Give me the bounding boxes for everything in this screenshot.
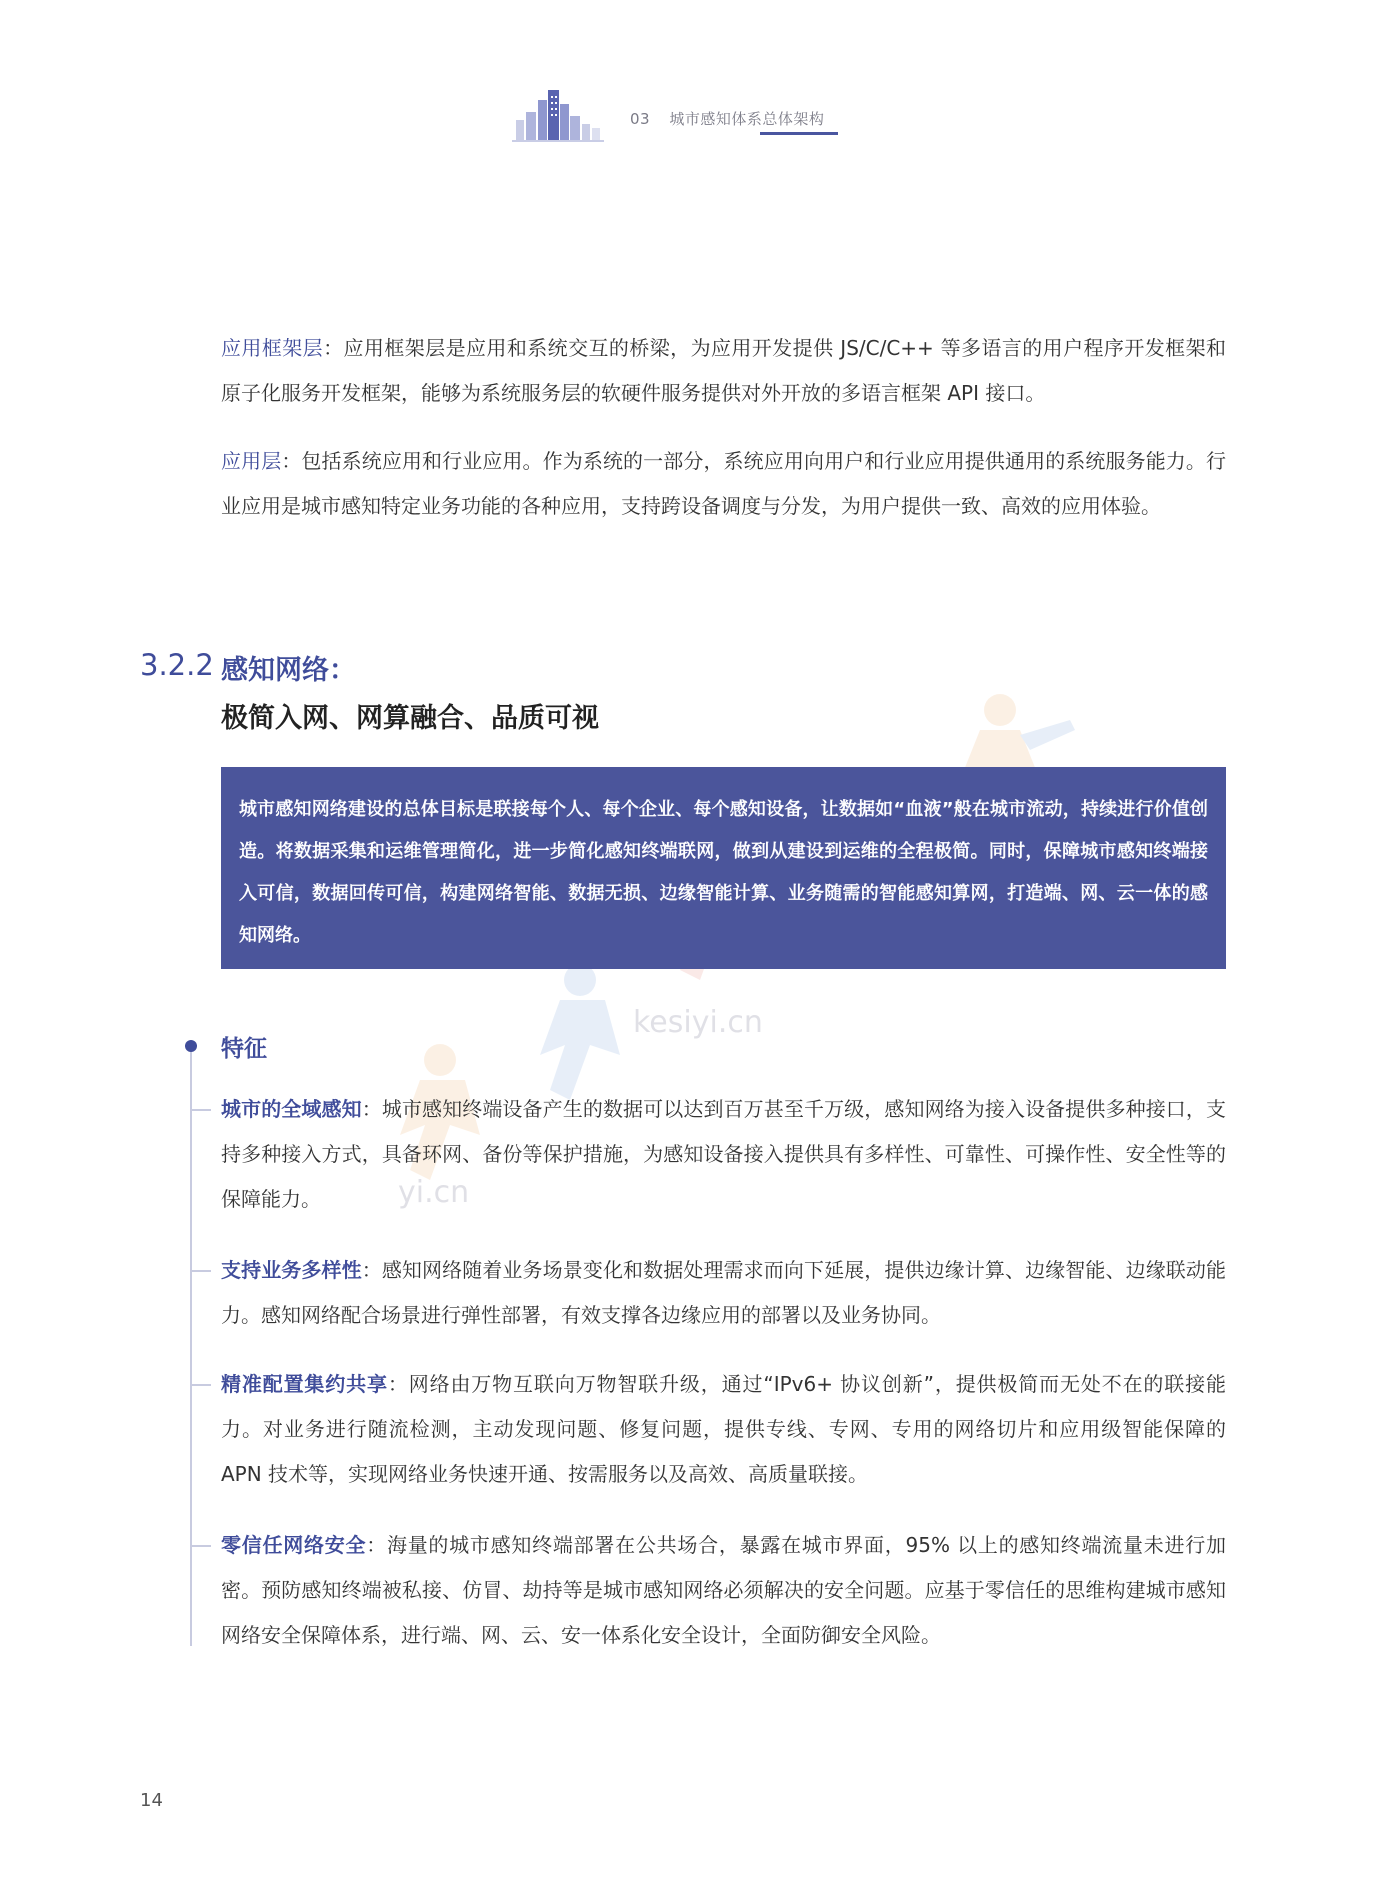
section-number: 3.2.2 <box>140 648 214 682</box>
intro-box <box>221 767 1226 969</box>
timeline-line <box>190 1046 192 1646</box>
feature-text: ：网络由万物互联向万物智联升级，通过“IPv6+ 协议创新”，提供极简而无处不在的联接能力。对业务进行随流检测，主动发现问题、修复问题，提供专线、专网、专用的网络切片和应用级智能保障的 APN 技术等，实现网络业务快速开通、按需服务以及高效、高质量联接。 <box>221 1372 1227 1486</box>
feature-label: 支持业务多样性 <box>221 1258 362 1282</box>
page-number: 14 <box>140 1790 163 1811</box>
chapter-heading <box>630 108 824 129</box>
feature-label: 零信任网络安全 <box>221 1533 367 1557</box>
section-title: 感知网络： <box>221 655 356 686</box>
feature-text: ：感知网络随着业务场景变化和数据处理需求而向下延展，提供边缘计算、边缘智能、边缘联动能力。感知网络配合场景进行弹性部署，有效支撑各边缘应用的部署以及业务协同。 <box>221 1258 1227 1327</box>
watermark-text: yi.cn <box>398 1175 470 1210</box>
feature-text: ：海量的城市感知终端部署在公共场合，暴露在城市界面，95% 以上的感知终端流量未进行加密。预防感知终端被私接、仿冒、劫持等是城市感知网络必须解决的安全问题。应基于零信任的思维构建城市感知网络安全保障体系，进行端、网、云、安一体系化安全设计，全面防御安全风险。 <box>221 1533 1226 1647</box>
paragraph-application-framework <box>221 326 1226 416</box>
paragraph-label: 应用层 <box>221 449 282 473</box>
intro-text: 城市感知网络建设的总体目标是联接每个人、每个企业、每个感知设备，让数据如“血液”般在城市流动，持续进行价值创造。将数据采集和运维管理简化，进一步简化感知终端联网，做到从建设到运维的全程极简。同时，保障城市感知终端接入可信，数据回传可信，构建网络智能、数据无损、边缘智能计算、业务随需的智能感知算网，打造端、网、云一体的感知网络。 <box>239 799 1208 946</box>
paragraph-text: ：包括系统应用和行业应用。作为系统的一部分，系统应用向用户和行业应用提供通用的系统服务能力。行业应用是城市感知特定业务功能的各种应用，支持跨设备调度与分发，为用户提供一致、高效的应用体验。 <box>221 449 1227 518</box>
paragraph-application-layer <box>221 439 1226 529</box>
city-skyline-icon <box>512 86 604 144</box>
timeline-tick <box>191 1270 211 1272</box>
feature-text: ：城市感知终端设备产生的数据可以达到百万甚至千万级，感知网络为接入设备提供多种接口，支持多种接入方式，具备环网、备份等保护措施，为感知设备接入提供具有多样性、可靠性、可操作性、安全性等的保障能力。 <box>221 1097 1227 1211</box>
chapter-number: 03 <box>630 110 651 128</box>
feature-item <box>221 1523 1226 1658</box>
feature-label: 精准配置集约共享 <box>221 1372 388 1396</box>
page-header <box>512 86 842 146</box>
section-subtitle: 极简入网、网算融合、品质可视 <box>221 703 599 734</box>
feature-item <box>221 1248 1226 1338</box>
paragraph-text: ：应用框架层是应用和系统交互的桥梁，为应用开发提供 JS/C/C++ 等多语言的用户程序开发框架和原子化服务开发框架，能够为系统服务层的软硬件服务提供对外开放的多语言框架 API 接口。 <box>221 336 1227 405</box>
chapter-title-underline <box>760 132 838 135</box>
timeline-tick <box>191 1109 211 1111</box>
chapter-title: 城市感知体系总体架构 <box>669 110 825 128</box>
watermark-text: kesiyi.cn <box>633 1005 763 1040</box>
feature-item <box>221 1087 1226 1222</box>
features-heading: 特征 <box>221 1036 267 1062</box>
feature-label: 城市的全域感知 <box>221 1097 362 1121</box>
paragraph-label: 应用框架层 <box>221 336 324 360</box>
timeline-dot <box>185 1040 197 1052</box>
timeline-tick <box>191 1545 211 1547</box>
timeline-tick <box>191 1384 211 1386</box>
feature-item <box>221 1362 1226 1497</box>
